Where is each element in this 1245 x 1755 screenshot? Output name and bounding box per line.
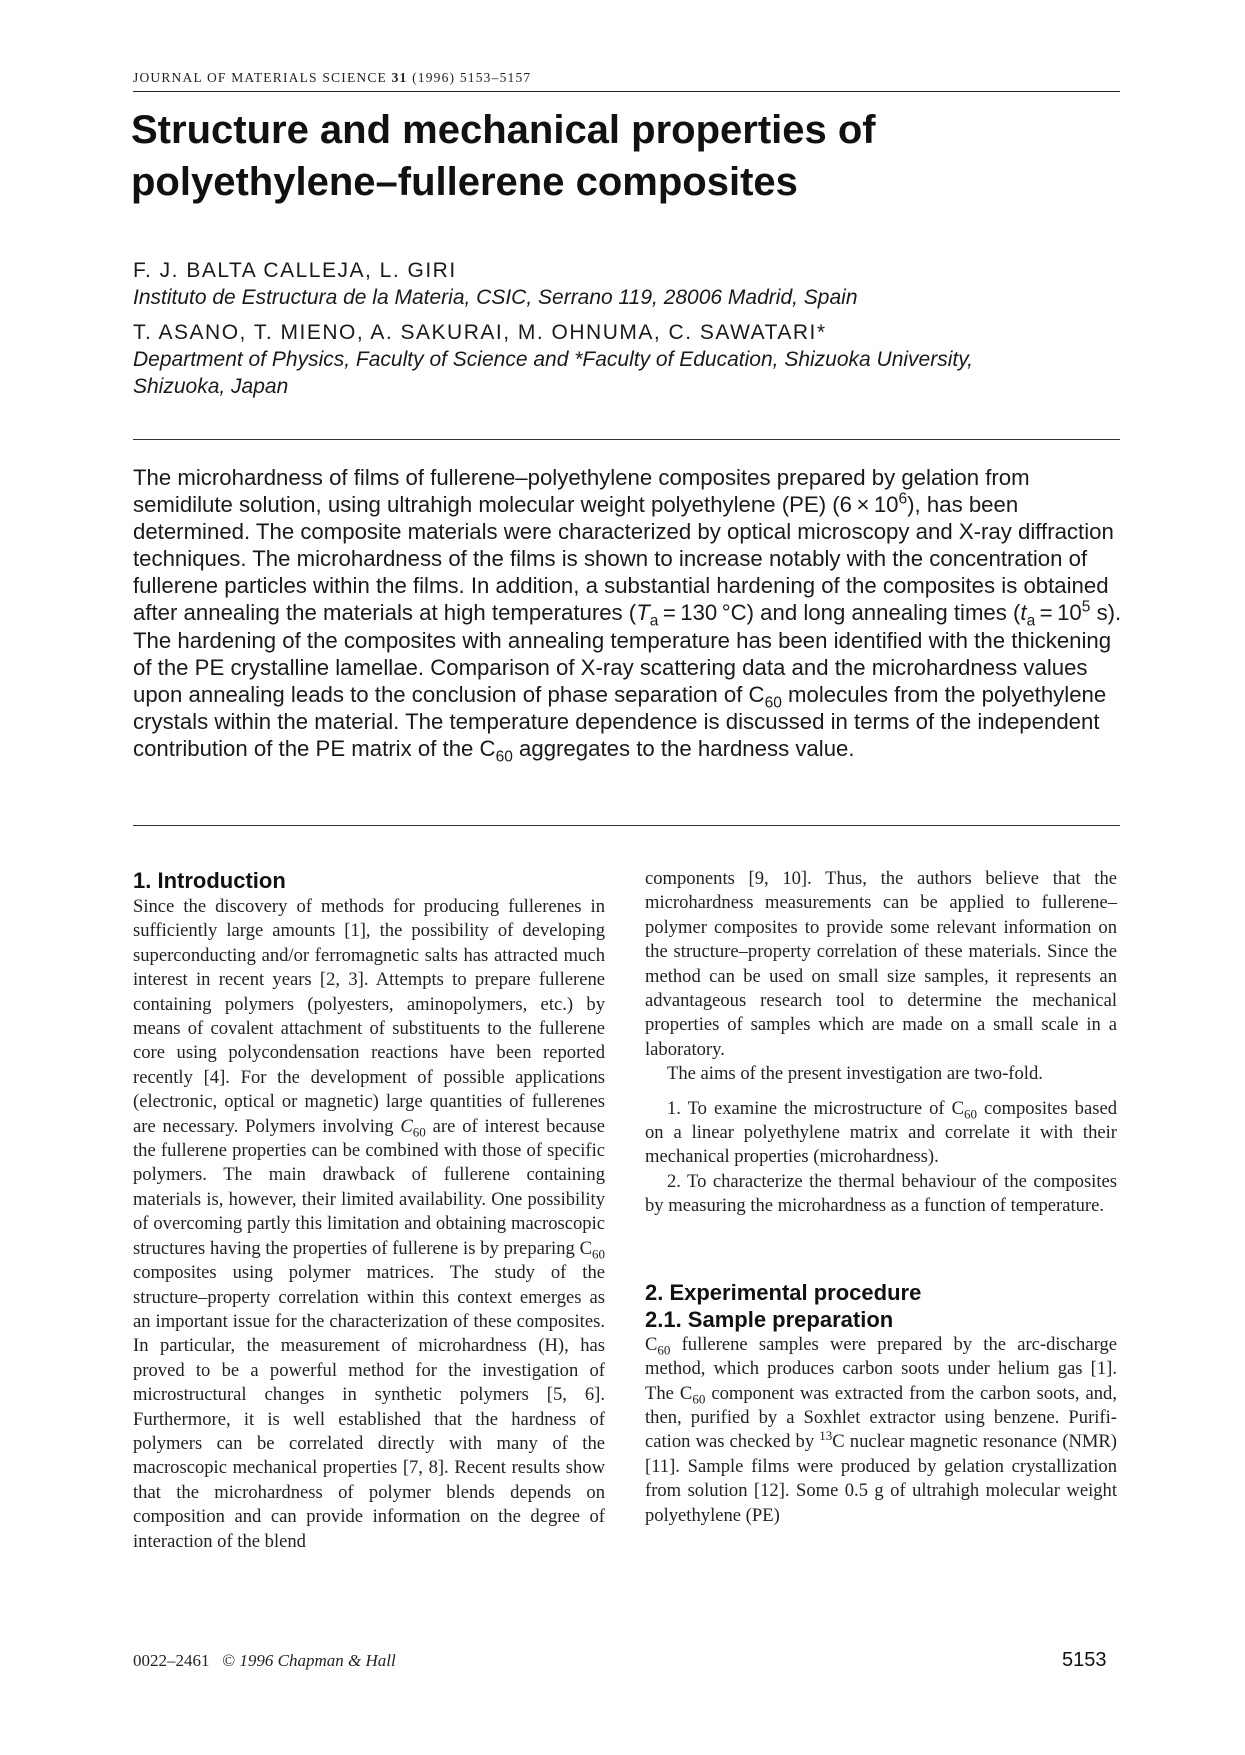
symbol: T xyxy=(636,600,650,626)
right-column xyxy=(645,867,1117,1528)
section-heading-introduction: 1. Introduction xyxy=(133,868,286,893)
left-column xyxy=(133,867,605,1554)
section-heading-experimental: 2. Experimental procedure xyxy=(645,1279,922,1305)
affiliation-line-2: Shizuoka, Japan xyxy=(133,375,289,398)
spacer xyxy=(645,1219,1117,1279)
paragraph xyxy=(645,1333,1117,1528)
abstract xyxy=(133,464,1123,766)
author-group-1 xyxy=(133,257,1123,311)
abstract-text: molecules from the polyethylene crystals within the material. The temperature dependence is discussed in terms of the independent contribution of the PE matrix of the C xyxy=(133,681,1107,761)
body-text: are of interest because the fullerene properties can be combined with those of specific polymers. The main drawback of fullerene containing materials is, however, their limited availability. One possibility of overcoming partly this limitation and obtaining macroscopic structures having the properties of fullerene is by preparing C xyxy=(133,1115,605,1259)
subscript: 60 xyxy=(412,1124,426,1140)
symbol: t xyxy=(1020,600,1027,626)
publisher: 1996 Chapman & Hall xyxy=(239,1651,396,1670)
title-line-1: Structure and mechanical properties of xyxy=(131,108,876,152)
subscript: 60 xyxy=(657,1342,671,1358)
abstract-text: ), has been determined. The composite materials were characterized by optical microscopy and X-ray diffraction techniques. The microhardness of the films is shown to increase notably with the concentration of fullerene particles within the films. In addition, a substantial hardening of the composites is obtained after annealing the materials at high temperatures ( xyxy=(133,492,1114,626)
journal-volume: 31 xyxy=(391,70,408,85)
body-text: composites based on a linear polyethylene matrix and correlate it with their mechanical properties (microhardness). xyxy=(645,1097,1117,1168)
author-affiliation: Instituto de Estructura de la Materia, CSIC, Serrano 119, 28006 Madrid, Spain xyxy=(133,286,858,309)
paragraph: components [9, 10]. Thus, the authors believe that the microhardness measurements can be applied to fullerene–polymer composites to provide some relevant information on the structure–property correlation of these materials. Since the method can be used on small size samples, it represents an advantageous research tool to determine the mechanical properties of samples which are made on a small scale in a laboratory. xyxy=(645,868,1117,1060)
header-rule xyxy=(133,91,1120,92)
author-names: F. J. BALTA CALLEJA, L. GIRI xyxy=(133,259,457,282)
affiliation-line-1: Department of Physics, Faculty of Science and *Faculty of Education, Shizuoka University, xyxy=(133,348,973,371)
abstract-text: = 130 °C) and long annealing times ( xyxy=(658,600,1021,626)
abstract-text: = 10 xyxy=(1035,600,1082,626)
subscript: 60 xyxy=(764,694,782,712)
footer-citation xyxy=(133,1651,396,1671)
subscript: a xyxy=(649,612,659,630)
body-text: component was extracted from the carbon soots, and, then, purified by a Soxhlet extractor using benzene. Purification was checked by xyxy=(645,1382,1117,1453)
journal-year-pages: (1996) 5153–5157 xyxy=(412,70,532,85)
page-number: 5153 xyxy=(1062,1649,1107,1671)
body-text: C xyxy=(645,1333,658,1355)
journal-header xyxy=(133,70,531,86)
subscript: 60 xyxy=(495,748,513,766)
paragraph: The aims of the present investigation are two-fold. xyxy=(667,1063,1043,1085)
author-affiliation xyxy=(133,346,1123,400)
body-text: 1. To examine the microstructure of C xyxy=(667,1097,964,1119)
subscript: 60 xyxy=(692,1391,706,1407)
author-names: T. ASANO, T. MIENO, A. SAKURAI, M. OHNUMA, C. SAWATARI* xyxy=(133,321,827,344)
subscript: 60 xyxy=(591,1246,605,1262)
subscript: a xyxy=(1026,612,1036,630)
body-text: fullerene samples were prepared by the arc-discharge method, which produces carbon soots under helium gas [1]. The C xyxy=(645,1333,1117,1404)
symbol: C xyxy=(400,1115,413,1137)
subsection-heading: 2.1. Sample preparation xyxy=(645,1306,894,1332)
abstract-top-rule xyxy=(133,439,1120,440)
superscript: 6 xyxy=(898,490,908,508)
title-line-2: polyethylene–fullerene composites xyxy=(131,160,798,204)
body-text: composites using polymer matrices. The study of the structure–property correlation within this context emerges as an important issue for the characterization of these composites. In particular, the measurement of microhardness (H), has proved to be a powerful method for the investigation of microstructural changes in synthetic polymers [5, 6]. Furthermore, it is well established that the hardness of polymers can be correlated directly with many of the macroscopic mechanical properties [7, 8]. Recent results show that the microhardness of polymer blends depends on composition and can provide information on the degree of interaction of the blend xyxy=(133,1262,605,1552)
journal-name: JOURNAL OF MATERIALS SCIENCE xyxy=(133,70,387,85)
paragraph xyxy=(133,895,605,1554)
body-text: C nuclear magnetic resonance (NMR) [11]. Sample films were produced by gelation crystallization from solution [12]. Some 0.5 g of ultrahigh molecular weight polyethylene (PE) xyxy=(645,1431,1117,1526)
body-text: Since the discovery of methods for producing fullerenes in sufficiently large amounts [1], the possibility of developing superconducting and/or ferromagnetic salts has attracted much interest in recent years [2, 3]. Attempts to prepare fullerene containing polymers (polyesters, aminopolymers, etc.) by means of covalent attachment of substituents to the fullerene core using polycondensation reactions have been reported recently [4]. For the development of possible applications (electronic, optical or magnetic) large quantities of fullerenes are necessary. Polymers involving xyxy=(133,896,605,1137)
abstract-text: aggregates to the hardness value. xyxy=(512,735,855,761)
author-group-2 xyxy=(133,319,1123,400)
article-title xyxy=(131,104,1111,208)
abstract-bottom-rule xyxy=(133,825,1120,826)
abstract-text: The microhardness of films of fullerene–polyethylene composites prepared by gelation from semidilute solution, using ultrahigh molecular weight polyethylene (PE) (6 × 10 xyxy=(133,465,1030,518)
spacer xyxy=(645,1087,1117,1097)
superscript: 5 xyxy=(1081,599,1091,617)
abstract-text: s). The hardening of the composites with annealing temperature has been identified with the thickening of the PE crystalline lamellae. Comparison of X-ray scattering data and the microhardness values upon annealing leads to the conclusion of phase separation of C xyxy=(133,600,1122,707)
issn: 0022–2461 xyxy=(133,1651,210,1670)
copyright-symbol: © xyxy=(222,1651,236,1670)
superscript: 13 xyxy=(819,1428,833,1444)
list-item: 2. To characterize the thermal behaviour of the composites by measuring the microhardness as a function of temperature. xyxy=(645,1170,1117,1217)
list-item xyxy=(645,1097,1117,1170)
subscript: 60 xyxy=(963,1106,977,1122)
